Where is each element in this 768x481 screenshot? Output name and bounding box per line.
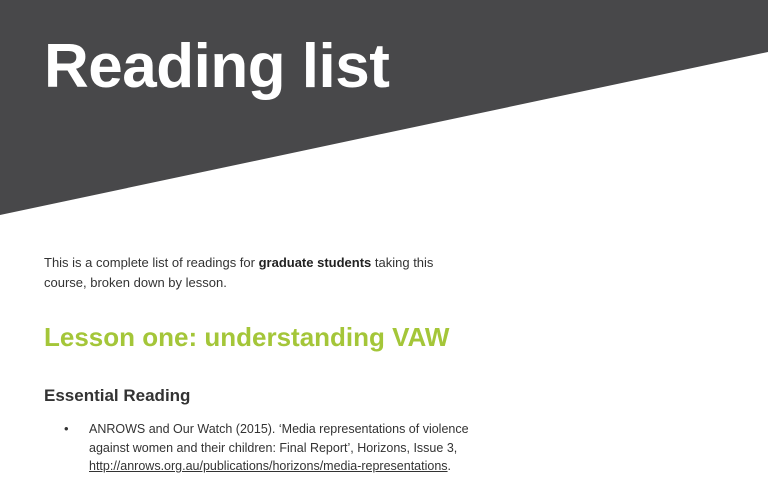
bullet-icon: •: [64, 421, 69, 436]
intro-bold-text: graduate students: [258, 255, 372, 270]
reading-link[interactable]: http://anrows.org.au/publications/horizons/media-representations: [89, 459, 448, 473]
list-item: [64, 420, 474, 476]
reading-citation-end: .: [447, 459, 452, 473]
intro-paragraph: [44, 253, 464, 293]
page-title: Reading list: [44, 32, 390, 101]
reading-list: [64, 420, 474, 476]
lesson-heading: Lesson one: understanding VAW: [44, 322, 450, 352]
reading-citation: ANROWS and Our Watch (2015). ‘Media representations of violence against women and their children: Final Report’, Horizons, Issue 3,: [89, 422, 469, 455]
intro-text-start: This is a complete list of readings for: [44, 255, 259, 270]
intro-text-end: taking this course, broken down by lesson.: [44, 255, 434, 290]
essential-reading-heading: Essential Reading: [44, 386, 191, 405]
